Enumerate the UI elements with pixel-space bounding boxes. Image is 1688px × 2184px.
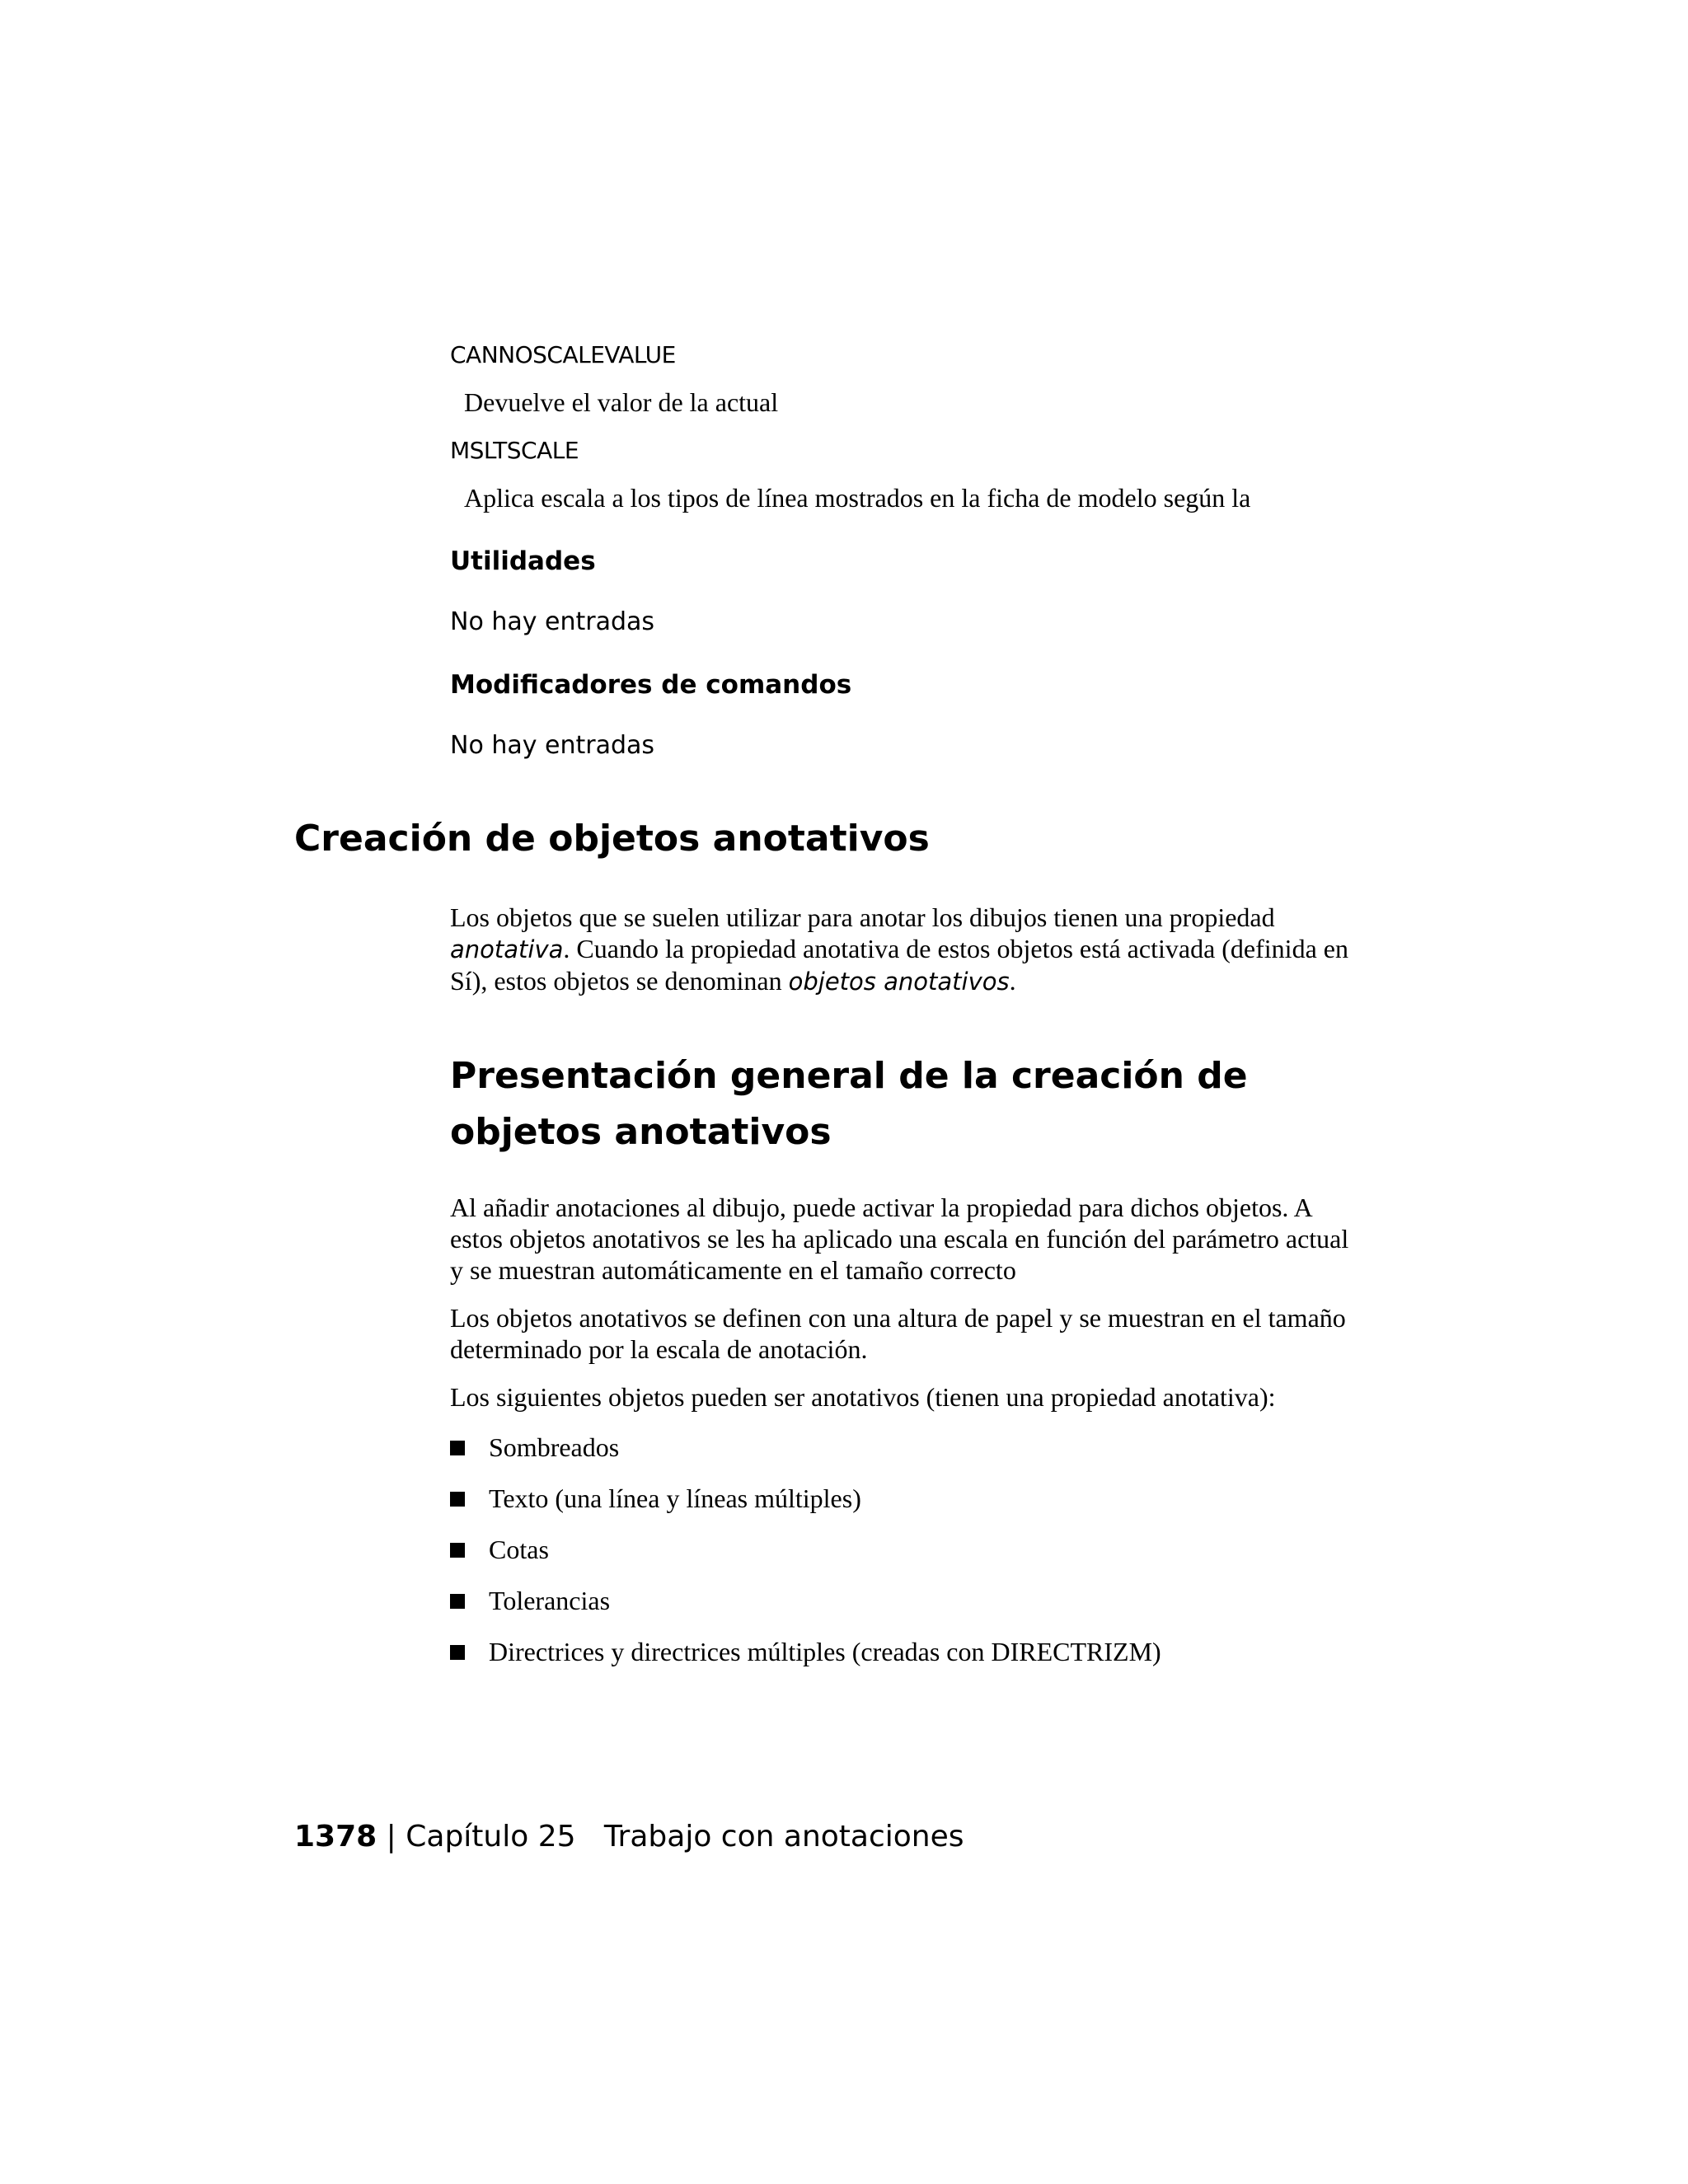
variable-name-msltscale: MSLTSCALE bbox=[450, 437, 579, 464]
footer-chapter: Capítulo 25 bbox=[406, 1820, 576, 1854]
command-modifiers-text: No hay entradas bbox=[450, 731, 655, 760]
command-modifiers-heading: Modificadores de comandos bbox=[450, 670, 852, 700]
page-footer bbox=[294, 1820, 964, 1854]
intro-text-2: . Cuando la propiedad anotativa de estos objetos está activada (definida en Sí), estos objetos se denominan bbox=[450, 934, 1348, 996]
variable-name-cannoscalevalue: CANNOSCALEVALUE bbox=[450, 341, 676, 368]
utilities-heading: Utilidades bbox=[450, 546, 596, 576]
intro-emphasis-objetos-anotativos: objetos anotativos bbox=[788, 968, 1010, 996]
variable-description-cannoscalevalue: Devuelve el valor de la actual bbox=[464, 387, 779, 417]
footer-separator: | bbox=[386, 1820, 396, 1854]
page-number: 1378 bbox=[294, 1820, 377, 1854]
list-item-text: Cotas bbox=[489, 1535, 549, 1564]
section-title: Creación de objetos anotativos bbox=[294, 818, 930, 860]
annotative-objects-list bbox=[450, 1432, 1439, 1696]
intro-emphasis-anotativa: anotativa bbox=[450, 935, 564, 963]
intro-text-1: Los objetos que se suelen utilizar para anotar los dibujos tienen una propiedad bbox=[450, 902, 1275, 932]
variable-description-msltscale: Aplica escala a los tipos de línea mostrados en la ficha de modelo según la bbox=[464, 483, 1251, 513]
list-item-text: Tolerancias bbox=[489, 1586, 611, 1615]
footer-chapter-title: Trabajo con anotaciones bbox=[603, 1820, 964, 1854]
utilities-text: No hay entradas bbox=[450, 607, 655, 636]
bullet-square-icon bbox=[450, 1645, 465, 1660]
section-intro-paragraph bbox=[450, 902, 1365, 997]
list-item-text: Sombreados bbox=[489, 1432, 620, 1462]
bullet-square-icon bbox=[450, 1492, 465, 1507]
list-item-text: Directrices y directrices múltiples (creadas con DIRECTRIZM) bbox=[489, 1637, 1161, 1666]
subsection-paragraph-2: Los objetos anotativos se definen con una altura de papel y se muestran en el tamaño determinado por la escala de anotación. bbox=[450, 1303, 1346, 1364]
bullet-square-icon bbox=[450, 1441, 465, 1455]
intro-text-3: . bbox=[1009, 966, 1016, 996]
subsection-paragraph-1: Al añadir anotaciones al dibujo, puede activar la propiedad para dichos objetos. A estos objetos anotativos se les ha aplicado una escala en función del parámetro actual y se muestran automáticamente en el tamaño correcto bbox=[450, 1193, 1349, 1285]
bullet-square-icon bbox=[450, 1594, 465, 1609]
subsection-title: Presentación general de la creación de objetos anotativos bbox=[450, 1055, 1248, 1153]
list-item-text: Texto (una línea y líneas múltiples) bbox=[489, 1483, 861, 1513]
subsection-paragraph-3: Los siguientes objetos pueden ser anotativos (tienen una propiedad anotativa): bbox=[450, 1382, 1276, 1412]
bullet-square-icon bbox=[450, 1543, 465, 1558]
